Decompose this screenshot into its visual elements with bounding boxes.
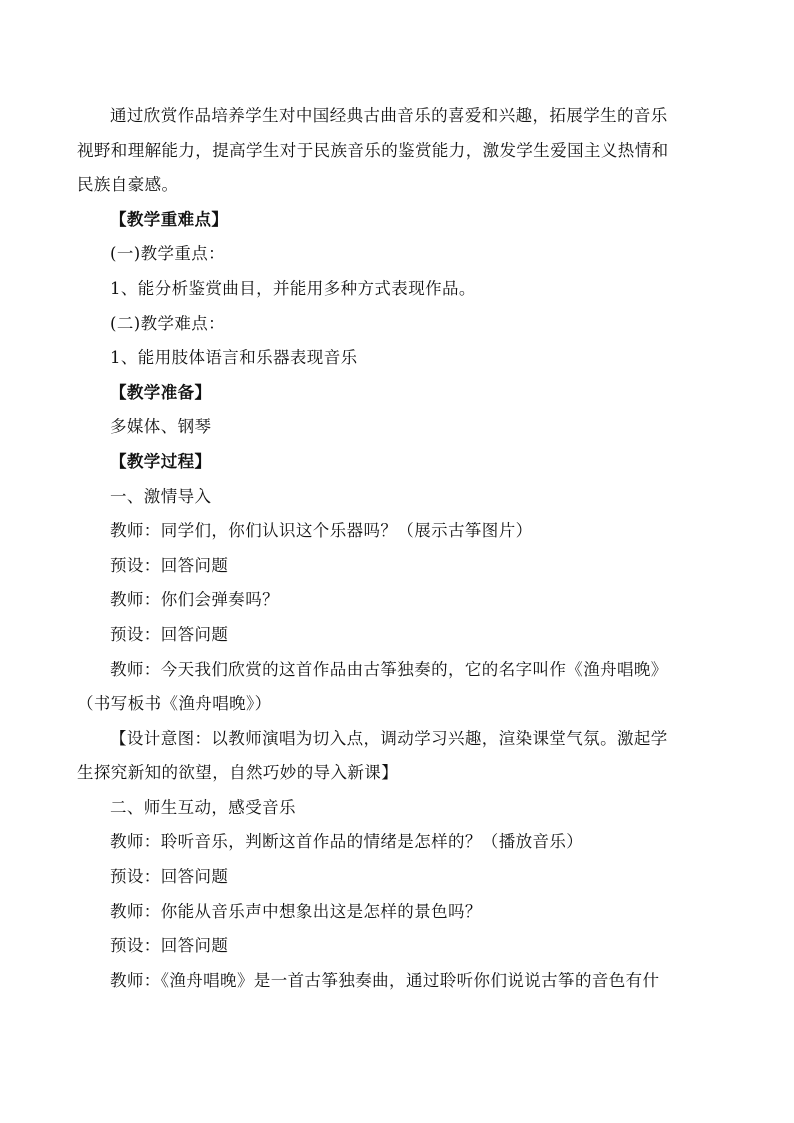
dialogue-line: 预设：回答问题 [110, 624, 229, 644]
dialogue-line: 预设：回答问题 [110, 867, 229, 887]
paragraph-line: 多媒体、钢琴 [110, 417, 212, 437]
subheading-interaction: 二、师生互动，感受音乐 [110, 797, 296, 817]
design-intent-line: 【设计意图：以教师演唱为切入点，调动学习兴趣，渲染课堂气氛。激起学 [110, 728, 668, 748]
subheading-focus: (一)教学重点： [110, 244, 226, 264]
dialogue-line: 预设：回答问题 [110, 936, 229, 956]
paragraph-line: 视野和理解能力，提高学生对于民族音乐的鉴赏能力，激发学生爱国主义热情和 [77, 140, 669, 160]
section-heading-key-points: 【教学重难点】 [110, 209, 229, 229]
list-item: 1、能分析鉴赏曲目，并能用多种方式表现作品。 [110, 278, 476, 298]
paragraph-line: 民族自豪感。 [77, 175, 179, 195]
dialogue-line: 预设：回答问题 [110, 555, 229, 575]
design-intent-line: 生探究新知的欲望，自然巧妙的导入新课】 [77, 763, 399, 783]
dialogue-line: 教师：你能从音乐声中想象出这是怎样的景色吗？ [110, 901, 482, 921]
dialogue-line: 教师：你们会弹奏吗？ [110, 590, 279, 610]
paragraph-line: 通过欣赏作品培养学生对中国经典古曲音乐的喜爱和兴趣，拓展学生的音乐 [110, 106, 668, 125]
dialogue-line: 教师：聆听音乐，判断这首作品的情绪是怎样的？（播放音乐） [110, 832, 584, 852]
dialogue-line: 教师：同学们，你们认识这个乐器吗？（展示古筝图片） [110, 521, 533, 541]
list-item: 1、能用肢体语言和乐器表现音乐 [110, 348, 358, 368]
subheading-difficulty: (二)教学难点： [110, 313, 226, 333]
dialogue-line: 教师：今天我们欣赏的这首作品由古筝独奏的，它的名字叫作《渔舟唱晚》 [110, 659, 668, 679]
section-heading-preparation: 【教学准备】 [110, 382, 212, 402]
section-heading-process: 【教学过程】 [110, 451, 212, 471]
dialogue-line: （书写板书《渔舟唱晚》） [77, 694, 272, 714]
dialogue-line: 教师：《渔舟唱晚》是一首古筝独奏曲，通过聆听你们说说古筝的音色有什 [110, 970, 660, 990]
document-body [77, 99, 740, 998]
subheading-intro: 一、激情导入 [110, 486, 212, 506]
